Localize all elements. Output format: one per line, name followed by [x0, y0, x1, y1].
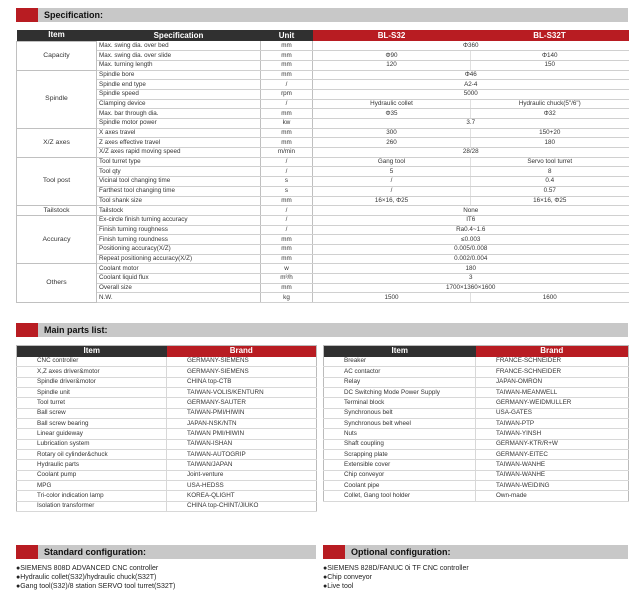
part-item-cell: CNC controller	[17, 357, 167, 367]
unit-cell: /	[261, 157, 313, 167]
spec-name-cell: X axes travel	[97, 128, 261, 138]
part-brand-cell: GERMANY-SIEMENS	[167, 367, 317, 377]
part-item-cell: Spindle unit	[17, 388, 167, 398]
optional-config-header	[323, 545, 628, 559]
category-cell: Tool post	[17, 157, 97, 205]
spec-name-cell: Repeat positioning accuracy(X/Z)	[97, 254, 261, 264]
unit-cell: m³/h	[261, 274, 313, 284]
parts-table-right	[323, 345, 629, 502]
table-row	[324, 460, 629, 470]
part-brand-cell: TAIWAN-AUTOGRIP	[167, 450, 317, 460]
header-item: Item	[17, 346, 167, 357]
table-row	[17, 481, 317, 491]
unit-cell: w	[261, 264, 313, 274]
bl-s32-value-cell: Gang tool	[313, 157, 471, 167]
spec-section-header	[16, 8, 628, 22]
part-brand-cell: KOREA-QLIGHT	[167, 491, 317, 501]
part-brand-cell: TAIWAN PMI/HIWIN	[167, 429, 317, 439]
table-row	[17, 274, 629, 284]
bl-s32t-value-cell: Φ32	[471, 109, 629, 119]
spec-name-cell: Vicinal tool changing time	[97, 177, 261, 187]
spec-name-cell: Ex-circle finish turning accuracy	[97, 215, 261, 225]
part-brand-cell: GERMANY-KTR/R+W	[476, 439, 629, 449]
part-brand-cell: GERMANY-EITEC	[476, 450, 629, 460]
part-brand-cell: TAIWAN-VOLIS/KENTURN	[167, 388, 317, 398]
bl-s32-value-cell: Φ90	[313, 51, 471, 61]
part-item-cell: Linear guideway	[17, 429, 167, 439]
unit-cell: /	[261, 80, 313, 90]
table-row	[17, 186, 629, 196]
unit-cell: s	[261, 177, 313, 187]
unit-cell: mm	[261, 244, 313, 254]
shared-value-cell: ≤0.003	[313, 235, 629, 245]
part-item-cell: Scrapping plate	[324, 450, 476, 460]
shared-value-cell: None	[313, 206, 629, 216]
part-brand-cell: FRANCE-SCHNEIDER	[476, 367, 629, 377]
table-row	[17, 51, 629, 61]
table-row	[324, 398, 629, 408]
header-brand: Brand	[476, 346, 629, 357]
bl-s32-value-cell: 120	[313, 60, 471, 70]
shared-value-cell: 5000	[313, 89, 629, 99]
table-row	[17, 41, 629, 51]
table-row	[324, 439, 629, 449]
part-item-cell: Terminal block	[324, 398, 476, 408]
part-brand-cell: GERMANY-SAUTER	[167, 398, 317, 408]
table-row	[324, 388, 629, 398]
table-row	[17, 244, 629, 254]
section-marker	[16, 8, 38, 22]
spec-name-cell: Overall size	[97, 283, 261, 293]
bl-s32-value-cell: Φ35	[313, 109, 471, 119]
table-row	[17, 408, 317, 418]
unit-cell: mm	[261, 51, 313, 61]
part-brand-cell: TAIWAN-WANHE	[476, 470, 629, 480]
table-row	[17, 148, 629, 158]
table-row	[17, 89, 629, 99]
spec-name-cell: X/Z axes rapid moving speed	[97, 148, 261, 158]
part-item-cell: Spindle driver&motor	[17, 377, 167, 387]
spec-name-cell: Spindle motor power	[97, 119, 261, 129]
part-item-cell: Breaker	[324, 357, 476, 367]
part-brand-cell: TAIWAN-WEIDING	[476, 481, 629, 491]
unit-cell: kg	[261, 293, 313, 303]
spec-name-cell: Spindle end type	[97, 80, 261, 90]
table-row	[324, 377, 629, 387]
bl-s32t-value-cell: 16×16, Φ25	[471, 196, 629, 206]
table-row	[17, 235, 629, 245]
bl-s32t-value-cell: Hydraulic chuck(5"/6")	[471, 99, 629, 109]
spec-name-cell: Farthest tool changing time	[97, 186, 261, 196]
table-row	[17, 357, 317, 367]
shared-value-cell: 0.002/0.004	[313, 254, 629, 264]
unit-cell: /	[261, 206, 313, 216]
spec-name-cell: Tool qty	[97, 167, 261, 177]
table-row	[17, 215, 629, 225]
spec-name-cell: N.W.	[97, 293, 261, 303]
shared-value-cell: 3	[313, 274, 629, 284]
part-brand-cell: CHINA top-CTB	[167, 377, 317, 387]
unit-cell: mm	[261, 70, 313, 80]
table-row	[17, 501, 317, 511]
table-row	[17, 283, 629, 293]
header-brand: Brand	[167, 346, 317, 357]
shared-value-cell: 3.7	[313, 119, 629, 129]
spec-name-cell: Finish turning roundness	[97, 235, 261, 245]
part-brand-cell: GERMANY-SIEMENS	[167, 357, 317, 367]
unit-cell: mm	[261, 283, 313, 293]
optional-config-title: Optional configuration:	[351, 547, 451, 557]
table-row	[17, 398, 317, 408]
part-brand-cell: FRANCE-SCHNEIDER	[476, 357, 629, 367]
spec-name-cell: Max. turning length	[97, 60, 261, 70]
header-specification: Specification	[97, 30, 261, 41]
part-item-cell: MPG	[17, 481, 167, 491]
table-row	[17, 264, 629, 274]
shared-value-cell: Φ46	[313, 70, 629, 80]
table-row	[17, 70, 629, 80]
spec-name-cell: Max. swing dia. over bed	[97, 41, 261, 51]
spec-name-cell: Finish turning roughness	[97, 225, 261, 235]
shared-value-cell: A2-4	[313, 80, 629, 90]
unit-cell: mm	[261, 41, 313, 51]
table-row	[324, 481, 629, 491]
unit-cell: mm	[261, 60, 313, 70]
unit-cell: s	[261, 186, 313, 196]
part-brand-cell: TAIWAN-PMI/HIWIN	[167, 408, 317, 418]
category-cell: X/Z axes	[17, 128, 97, 157]
list-item: ●Hydraulic collet(S32)/hydraulic chuck(S32T)	[16, 574, 157, 581]
table-row	[17, 293, 629, 303]
header-unit: Unit	[261, 30, 313, 41]
section-marker	[16, 545, 38, 559]
part-brand-cell: TAIWAN-YINSH	[476, 429, 629, 439]
part-item-cell: Collet, Gang tool holder	[324, 491, 476, 501]
bl-s32-value-cell: 260	[313, 138, 471, 148]
shared-value-cell: IT6	[313, 215, 629, 225]
part-item-cell: Chip conveyor	[324, 470, 476, 480]
shared-value-cell: 0.005/0.008	[313, 244, 629, 254]
header-bl-s32t: BL-S32T	[471, 30, 629, 41]
bl-s32t-value-cell: 0.57	[471, 186, 629, 196]
table-row	[17, 419, 317, 429]
table-row	[17, 119, 629, 129]
unit-cell: rpm	[261, 89, 313, 99]
table-row	[17, 109, 629, 119]
part-item-cell: Synchronous belt wheel	[324, 419, 476, 429]
part-item-cell: Isolation transformer	[17, 501, 167, 511]
part-item-cell: Synchronous belt	[324, 408, 476, 418]
spec-name-cell: Positioning accuracy(X/Z)	[97, 244, 261, 254]
list-item: ●SIEMENS 828D/FANUC 0i TF CNC controller	[323, 565, 469, 572]
table-row	[324, 357, 629, 367]
spec-header-row	[17, 30, 629, 41]
part-item-cell: X,Z axes driver&motor	[17, 367, 167, 377]
bl-s32-value-cell: 300	[313, 128, 471, 138]
part-brand-cell: USA-HEDSS	[167, 481, 317, 491]
list-item: ●Gang tool(S32)/8 station SERVO tool turret(S32T)	[16, 583, 176, 590]
shared-value-cell: Φ360	[313, 41, 629, 51]
bl-s32-value-cell: 1500	[313, 293, 471, 303]
spec-name-cell: Coolant liquid flux	[97, 274, 261, 284]
part-item-cell: Shaft coupling	[324, 439, 476, 449]
parts-table-left	[16, 345, 317, 512]
part-item-cell: Relay	[324, 377, 476, 387]
spec-name-cell: Spindle speed	[97, 89, 261, 99]
part-brand-cell: CHINA top-CHINT/JIUKO	[167, 501, 317, 511]
table-row	[17, 167, 629, 177]
bl-s32t-value-cell: 0.4	[471, 177, 629, 187]
category-cell: Tailstock	[17, 206, 97, 216]
unit-cell: /	[261, 215, 313, 225]
table-row	[17, 388, 317, 398]
spec-name-cell: Tool turret type	[97, 157, 261, 167]
table-row	[17, 439, 317, 449]
part-item-cell: Lubrication system	[17, 439, 167, 449]
unit-cell: mm	[261, 138, 313, 148]
table-row	[324, 367, 629, 377]
part-item-cell: Rotary oil cylinder&chuck	[17, 450, 167, 460]
bl-s32-value-cell: /	[313, 186, 471, 196]
table-row	[17, 99, 629, 109]
spec-name-cell: Z axes effective travel	[97, 138, 261, 148]
part-brand-cell: JAPAN-OMRON	[476, 377, 629, 387]
table-row	[324, 470, 629, 480]
part-item-cell: Coolant pipe	[324, 481, 476, 491]
bl-s32-value-cell: /	[313, 177, 471, 187]
optional-config-list	[323, 564, 469, 591]
parts-section-title: Main parts list:	[44, 325, 108, 335]
unit-cell: mm	[261, 196, 313, 206]
part-item-cell: Hydraulic parts	[17, 460, 167, 470]
section-marker	[323, 545, 345, 559]
table-row	[324, 429, 629, 439]
part-brand-cell: TAIWAN/JAPAN	[167, 460, 317, 470]
shared-value-cell: Ra0.4~1.6	[313, 225, 629, 235]
part-brand-cell: TAIWAN-MEANWELL	[476, 388, 629, 398]
table-row	[17, 157, 629, 167]
part-item-cell: Tri-color indication lamp	[17, 491, 167, 501]
unit-cell: kw	[261, 119, 313, 129]
list-item: ●Chip conveyor	[323, 574, 372, 581]
shared-value-cell: 1700×1360×1600	[313, 283, 629, 293]
category-cell: Others	[17, 264, 97, 303]
unit-cell: mm	[261, 128, 313, 138]
table-row	[324, 408, 629, 418]
bl-s32t-value-cell: 150	[471, 60, 629, 70]
category-cell: Accuracy	[17, 215, 97, 263]
spec-name-cell: Spindle bore	[97, 70, 261, 80]
list-item: ●Live tool	[323, 583, 354, 590]
unit-cell: mm	[261, 109, 313, 119]
unit-cell: mm	[261, 235, 313, 245]
shared-value-cell: 180	[313, 264, 629, 274]
table-row	[17, 367, 317, 377]
part-item-cell: Nuts	[324, 429, 476, 439]
part-item-cell: AC contactor	[324, 367, 476, 377]
header-item: Item	[17, 30, 97, 41]
unit-cell: /	[261, 99, 313, 109]
part-brand-cell: Own-made	[476, 491, 629, 501]
spec-name-cell: Max. bar through dia.	[97, 109, 261, 119]
header-bl-s32: BL-S32	[313, 30, 471, 41]
table-row	[17, 138, 629, 148]
part-brand-cell: USA-GATES	[476, 408, 629, 418]
bl-s32-value-cell: 16×16, Φ25	[313, 196, 471, 206]
specification-table	[16, 30, 629, 303]
bl-s32t-value-cell: 1600	[471, 293, 629, 303]
bl-s32-value-cell: 5	[313, 167, 471, 177]
list-item: ●SIEMENS 808D ADVANCED CNC controller	[16, 565, 159, 572]
part-item-cell: Tool turret	[17, 398, 167, 408]
parts-header-row	[17, 346, 317, 357]
table-row	[324, 450, 629, 460]
part-brand-cell: Joint-venture	[167, 470, 317, 480]
table-row	[17, 128, 629, 138]
standard-config-list	[16, 564, 175, 591]
table-row	[17, 177, 629, 187]
table-row	[17, 225, 629, 235]
category-cell: Spindle	[17, 70, 97, 128]
table-row	[17, 450, 317, 460]
table-row	[17, 470, 317, 480]
table-row	[17, 254, 629, 264]
spec-name-cell: Tool shank size	[97, 196, 261, 206]
shared-value-cell: 28/28	[313, 148, 629, 158]
part-brand-cell: GERMANY-WEIDMULLER	[476, 398, 629, 408]
unit-cell: /	[261, 225, 313, 235]
spec-name-cell: Max. swing dia. over slide	[97, 51, 261, 61]
spec-name-cell: Coolant motor	[97, 264, 261, 274]
bl-s32t-value-cell: 8	[471, 167, 629, 177]
table-row	[17, 491, 317, 501]
bl-s32t-value-cell: 180	[471, 138, 629, 148]
part-brand-cell: JAPAN-NSK/NTN	[167, 419, 317, 429]
parts-header-row	[324, 346, 629, 357]
bl-s32t-value-cell: Servo tool turret	[471, 157, 629, 167]
part-item-cell: Coolant pump	[17, 470, 167, 480]
table-row	[324, 419, 629, 429]
table-row	[17, 206, 629, 216]
spec-name-cell: Clamping device	[97, 99, 261, 109]
part-brand-cell: TAIWAN-ISHAN	[167, 439, 317, 449]
spec-name-cell: Tailstock	[97, 206, 261, 216]
part-brand-cell: TAIWAN-PTP	[476, 419, 629, 429]
table-row	[17, 377, 317, 387]
table-row	[17, 196, 629, 206]
unit-cell: mm	[261, 254, 313, 264]
table-row	[17, 429, 317, 439]
table-row	[324, 491, 629, 501]
bl-s32t-value-cell: Φ140	[471, 51, 629, 61]
table-row	[17, 460, 317, 470]
bl-s32-value-cell: Hydraulic collet	[313, 99, 471, 109]
bl-s32t-value-cell: 150+20	[471, 128, 629, 138]
unit-cell: /	[261, 167, 313, 177]
table-row	[17, 60, 629, 70]
part-brand-cell: TAIWAN-WANHE	[476, 460, 629, 470]
standard-config-header	[16, 545, 316, 559]
part-item-cell: Extensible cover	[324, 460, 476, 470]
part-item-cell: DC Switching Mode Power Supply	[324, 388, 476, 398]
standard-config-title: Standard configuration:	[44, 547, 146, 557]
header-item: Item	[324, 346, 476, 357]
table-row	[17, 80, 629, 90]
category-cell: Capacity	[17, 41, 97, 70]
spec-section-title: Specification:	[44, 10, 104, 20]
unit-cell: m/min	[261, 148, 313, 158]
part-item-cell: Ball screw	[17, 408, 167, 418]
part-item-cell: Ball screw bearing	[17, 419, 167, 429]
parts-section-header	[16, 323, 628, 337]
section-marker	[16, 323, 38, 337]
